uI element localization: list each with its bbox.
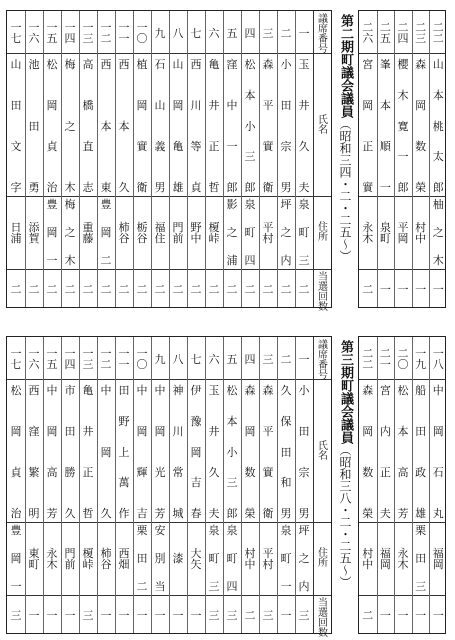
- section2-right-row-4-addr: 村 中: [362, 546, 374, 571]
- section1-header-seat: 議 席 番 号: [318, 14, 328, 55]
- section2-left-row-2-terms: 三: [262, 608, 274, 622]
- section1-left-row-16-terms: 二: [10, 282, 22, 296]
- section2-left-row-7-seat: 八: [172, 352, 184, 366]
- section1-left-row-15-terms: 二: [28, 282, 40, 296]
- section1-title-period: （昭和三四・二・二五～）: [338, 118, 352, 262]
- section2-left-row-1-addr: 泉 町 一: [280, 524, 292, 593]
- section1-left-row-12-terms: 二: [82, 282, 94, 296]
- section1-left-row-11-name: 西 本 東: [100, 58, 112, 194]
- section1-left-row-11-addr: 豊 岡 二: [100, 198, 112, 267]
- section2-left-row-9-terms: 一: [136, 608, 148, 622]
- section2-left-row-6-name: 伊 豫 岡 吉 春: [190, 384, 202, 520]
- section1-left-row-16-name: 山 田 文 字: [10, 58, 22, 194]
- section2-left-row-16-terms: 三: [10, 608, 22, 622]
- section1-left-row-13-terms: 二: [64, 282, 76, 296]
- section2-left-row-5-name: 玉 井 久 夫: [208, 384, 220, 520]
- section1-left-row-0-name: 玉 井 久 夫: [298, 58, 310, 194]
- section2-right-row-3-name: 宮 内 正 夫: [379, 384, 391, 520]
- section1-left-table: [6, 10, 332, 313]
- section1-left-row-15-name: 池 田 勇: [28, 58, 40, 194]
- section1-left-row-12-seat: 一 三: [82, 21, 94, 45]
- section1-right-row-2-addr: 平 岡: [397, 220, 409, 245]
- section1-right-row-0-addr: 柚 之 木: [432, 198, 444, 267]
- section2-left-row-3-addr: 村 中: [244, 546, 256, 571]
- section1-left-row-8-seat: 九: [154, 26, 166, 40]
- section1-left-row-10-seat: 一 一: [118, 21, 130, 45]
- section1-right-row-4-seat: 二 六: [362, 21, 374, 45]
- section2-left-row-13-terms: 一: [64, 608, 76, 622]
- section1-left-row-9-addr: 栃 谷: [136, 220, 148, 245]
- section1-right-row-2-seat: 二 四: [397, 21, 409, 45]
- section1-left-row-3-seat: 四: [244, 26, 256, 40]
- section1-right-row-3-seat: 二 五: [379, 21, 391, 45]
- section2-left-row-4-addr: 泉 町 四: [226, 524, 238, 593]
- section1-left-row-13-addr: 梅 之 木: [64, 198, 76, 267]
- section1-left-row-13-name: 梅 之 木: [64, 58, 76, 194]
- section2-left-row-8-seat: 九: [154, 352, 166, 366]
- section2-right-rule-2: [359, 595, 445, 596]
- section1-left-row-2-name: 森 平 實 衛: [262, 58, 274, 194]
- section1-left-row-15-addr: 添 賀: [28, 220, 40, 245]
- section1-left-row-7-terms: 二: [172, 282, 184, 296]
- section2-left-row-5-terms: 三: [208, 608, 220, 622]
- section1-left-row-4-addr: 影 之 浦: [226, 198, 238, 267]
- section1-right-row-1-name: 森 岡 数 榮: [415, 58, 427, 194]
- section2-left-row-5-seat: 六: [208, 352, 220, 366]
- section2-header-name: 氏 名: [318, 441, 328, 462]
- section2-right-row-3-terms: 一: [379, 608, 391, 622]
- section1-left-row-1-name: 小 田 宗 男: [280, 58, 292, 194]
- section2-left-row-0-name: 小 田 宗 男: [298, 384, 310, 520]
- section2-left-row-9-name: 中 岡 輝 吉: [136, 384, 148, 520]
- section2-left-row-7-name: 神 川 常 城: [172, 384, 184, 520]
- section2-left-row-2-addr: 平 村: [262, 546, 274, 571]
- section2-title-period: （昭和三八・二・二五～）: [338, 444, 352, 588]
- section1-left-row-3-addr: 泉 町 四: [244, 198, 256, 267]
- section1-left-row-2-addr: 平 村: [262, 220, 274, 245]
- section2-right-rule-1: [359, 522, 445, 523]
- section1-left-row-3-name: 松 本 小 三 郎: [244, 58, 256, 194]
- section1-left-row-1-seat: 二: [280, 26, 292, 40]
- section1-left-row-5-seat: 六: [208, 26, 220, 40]
- section1-header-name: 氏 名: [318, 115, 328, 136]
- section2-right-row-2-name: 松 本 高 芳: [397, 384, 409, 520]
- section1-left-row-4-seat: 五: [226, 26, 238, 40]
- section2-header-seat: 議 席 番 号: [318, 340, 328, 381]
- section2-left-row-4-terms: 三: [226, 608, 238, 622]
- section2-left-row-1-terms: 一: [280, 608, 292, 622]
- section2-left-row-13-name: 市 田 勝 久: [64, 384, 76, 520]
- section2-right-row-0-name: 中 岡 石 丸: [432, 384, 444, 520]
- section2-left-row-11-addr: 柿 谷: [100, 546, 112, 571]
- section1-left-row-6-name: 西 川 等 貞: [190, 58, 202, 194]
- section1-left-row-0-terms: 二: [298, 282, 310, 296]
- section2-left-row-16-name: 松 岡 貞 治: [10, 384, 22, 520]
- section2-title: [336, 340, 355, 588]
- section2-left-row-14-terms: 一: [46, 608, 58, 622]
- section1-right-row-4-terms: 二: [362, 282, 374, 296]
- section2-left-row-0-addr: 坪 之 内: [298, 524, 310, 593]
- section1-left-row-6-terms: 二: [190, 282, 202, 296]
- section1-left-row-14-name: 松 岡 貞 治: [46, 58, 58, 194]
- section1-right-row-1-terms: 一: [415, 282, 427, 296]
- section1-right-rule-1: [359, 196, 445, 197]
- section2-left-row-4-seat: 五: [226, 352, 238, 366]
- section1-right-table: [358, 10, 446, 308]
- section2-left-row-7-terms: 一: [172, 608, 184, 622]
- section1-left-row-10-name: 西 本 久: [118, 58, 130, 194]
- section2-left-row-6-seat: 七: [190, 352, 202, 366]
- section2-right-row-2-terms: 一: [397, 608, 409, 622]
- section2-header-address: 住 所: [318, 547, 328, 569]
- section1-left-row-9-seat: 一 〇: [136, 21, 148, 45]
- section2-left-row-16-addr: 豊 岡 一: [10, 524, 22, 593]
- section1-left-row-9-terms: 二: [136, 282, 148, 296]
- section2-left-row-13-addr: 門 前: [64, 546, 76, 571]
- section2-right-row-4-terms: 二: [362, 608, 374, 622]
- section1-left-row-12-name: 高 橋 直 志: [82, 58, 94, 194]
- section2-right-table: [358, 336, 446, 634]
- section2-left-row-13-seat: 一 四: [64, 347, 76, 371]
- section2-left-row-3-seat: 四: [244, 352, 256, 366]
- section1-right-row-0-terms: 一: [432, 282, 444, 296]
- section2-right-row-4-seat: 二 二: [362, 347, 374, 371]
- section1-left-row-2-seat: 三: [262, 26, 274, 40]
- section2-left-row-1-name: 久 保 田 和 男: [280, 384, 292, 520]
- section2-left-row-15-addr: 東 町: [28, 546, 40, 571]
- section1-left-row-0-addr: 泉 町 三: [298, 198, 310, 267]
- section2-left-row-0-terms: 三: [298, 608, 310, 622]
- section1-left-row-14-seat: 一 五: [46, 21, 58, 45]
- section1-right-row-0-seat: 二 二: [432, 21, 444, 45]
- section2-left-row-6-addr: 大 矢: [190, 546, 202, 571]
- section1-title: [336, 14, 355, 262]
- section1-right-row-3-terms: 一: [379, 282, 391, 296]
- section2-left-row-12-seat: 一 三: [82, 347, 94, 371]
- section1-header-address: 住 所: [318, 221, 328, 243]
- section1-right-row-1-seat: 二 三: [415, 21, 427, 45]
- section2-left-row-15-name: 西 窪 繁 明: [28, 384, 40, 520]
- section2-left-row-9-seat: 一 〇: [136, 347, 148, 371]
- section1-left-row-11-seat: 一 二: [100, 21, 112, 45]
- section1-right-row-1-addr: 村 中: [415, 220, 427, 245]
- section2-right-row-4-name: 森 岡 数 榮: [362, 384, 374, 520]
- section1-title-main: 第二期町議会議員: [338, 14, 353, 118]
- section2-right-row-1-addr: 栗 田 三: [415, 524, 427, 593]
- section1-left-row-2-terms: 二: [262, 282, 274, 296]
- section2-right-row-0-seat: 一 八: [432, 347, 444, 371]
- section2-left-table: [6, 336, 332, 639]
- section2-left-row-15-seat: 一 六: [28, 347, 40, 371]
- section1-left-row-5-addr: 榎 峠: [208, 220, 220, 245]
- section2-left-row-10-name: 田 野 上 萬 作: [118, 384, 130, 520]
- section2-left-row-5-addr: 泉 町 三: [208, 524, 220, 593]
- section2-left-row-7-addr: 漆: [172, 552, 184, 565]
- section2-right-row-2-addr: 永 木: [397, 546, 409, 571]
- section1-left-row-5-terms: 二: [208, 282, 220, 296]
- section1-right-row-2-name: 櫻 木 寛 一 郎: [397, 58, 409, 194]
- section2-left-row-8-name: 中 岡 光 芳: [154, 384, 166, 520]
- section2-right-row-1-name: 船 田 政 雄: [415, 384, 427, 520]
- section1-left-row-0-seat: 一: [298, 26, 310, 40]
- section2-right-row-1-seat: 一 九: [415, 347, 427, 371]
- section2-right-row-0-terms: 一: [432, 608, 444, 622]
- section2-left-row-6-terms: 一: [190, 608, 202, 622]
- section2-title-main: 第三期町議会議員: [338, 340, 353, 444]
- section2-right-row-0-addr: 福 岡: [432, 546, 444, 571]
- section1-left-row-8-addr: 福 住: [154, 220, 166, 245]
- section2-left-row-12-name: 亀 井 正 哲: [82, 384, 94, 520]
- section1-left-row-6-seat: 七: [190, 26, 202, 40]
- section2-left-row-15-terms: 一: [28, 608, 40, 622]
- section2-left-row-12-addr: 榎 峠: [82, 546, 94, 571]
- section1-left-row-11-terms: 二: [100, 282, 112, 296]
- section2-header-terms: 当 選 回 数: [318, 598, 328, 639]
- section1-left-row-1-terms: 二: [280, 282, 292, 296]
- section2-left-row-10-addr: 西 畑: [118, 546, 130, 571]
- section2-left-row-0-seat: 一: [298, 352, 310, 366]
- section2-left-row-12-terms: 三: [82, 608, 94, 622]
- section1-left-row-4-name: 窪 中 一 郎: [226, 58, 238, 194]
- section1-right-row-4-addr: 永 木: [362, 220, 374, 245]
- section1-left-row-6-addr: 野 中: [190, 220, 202, 245]
- section1-right-rule-0: [359, 53, 445, 54]
- section2-left-row-1-seat: 二: [280, 352, 292, 366]
- section2-left-row-10-terms: 一: [118, 608, 130, 622]
- section1-left-row-7-addr: 門 前: [172, 220, 184, 245]
- section1-left-row-14-terms: 二: [46, 282, 58, 296]
- section1-left-row-7-name: 山 岡 亀 雄: [172, 58, 184, 194]
- section1-left-row-8-terms: 二: [154, 282, 166, 296]
- section2-right-row-3-addr: 福 岡: [379, 546, 391, 571]
- section1-left-row-8-name: 石 山 義 男: [154, 58, 166, 194]
- section1-left-row-12-addr: 重 藤: [82, 220, 94, 245]
- section1-right-row-3-addr: 泉 町: [379, 220, 391, 245]
- section2-left-row-9-addr: 栗 田 二: [136, 524, 148, 593]
- section2-left-row-11-terms: 一: [100, 608, 112, 622]
- section1-right-rule-2: [359, 269, 445, 270]
- section1-left-row-10-terms: 二: [118, 282, 130, 296]
- section1-right-row-3-name: 峯 本 順 一: [379, 58, 391, 194]
- section2-right-rule-0: [359, 379, 445, 380]
- section1-left-row-16-addr: 日 浦: [10, 220, 22, 245]
- section1-left-row-1-addr: 坪 之 内: [280, 198, 292, 267]
- section2-left-row-11-seat: 一 二: [100, 347, 112, 371]
- section1-left-row-15-seat: 一 六: [28, 21, 40, 45]
- section2-left-row-16-seat: 一 七: [10, 347, 22, 371]
- section2-left-row-14-addr: 永 木: [46, 546, 58, 571]
- section1-left-row-7-seat: 八: [172, 26, 184, 40]
- section1-left-row-4-terms: 二: [226, 282, 238, 296]
- section1-left-row-10-addr: 柿 谷: [118, 220, 130, 245]
- section1-left-row-9-name: 植 岡 實 衛: [136, 58, 148, 194]
- section1-header-terms: 当 選 回 数: [318, 272, 328, 313]
- section2-left-row-8-addr: 安 別 当: [154, 524, 166, 593]
- section2-left-row-2-name: 森 平 實 衛: [262, 384, 274, 520]
- section2-left-row-10-seat: 一 一: [118, 347, 130, 371]
- section1-left-row-16-seat: 一 七: [10, 21, 22, 45]
- section2-left-row-14-seat: 一 五: [46, 347, 58, 371]
- section2-right-row-2-seat: 二 〇: [397, 347, 409, 371]
- section2-left-row-2-seat: 三: [262, 352, 274, 366]
- section1-right-row-2-terms: 一: [397, 282, 409, 296]
- section1-left-row-3-terms: 二: [244, 282, 256, 296]
- section1-left-row-5-name: 亀 井 正 哲: [208, 58, 220, 194]
- section2-left-row-14-name: 中 岡 高 芳: [46, 384, 58, 520]
- section1-left-row-13-seat: 一 四: [64, 21, 76, 45]
- section2-left-row-3-terms: 二: [244, 608, 256, 622]
- section2-left-row-11-name: 中 岡 久: [100, 384, 112, 520]
- section2-right-row-1-terms: 一: [415, 608, 427, 622]
- section1-right-row-0-name: 山 本 桃 太 郎: [432, 58, 444, 194]
- section2-left-row-8-terms: 一: [154, 608, 166, 622]
- section2-left-row-4-name: 松 本 小 三 郎: [226, 384, 238, 520]
- section1-right-row-4-name: 宮 岡 正 實: [362, 58, 374, 194]
- section1-left-row-14-addr: 豊 岡 一: [46, 198, 58, 267]
- section2-right-row-3-seat: 二 一: [379, 347, 391, 371]
- section2-left-row-3-name: 森 岡 数 榮: [244, 384, 256, 520]
